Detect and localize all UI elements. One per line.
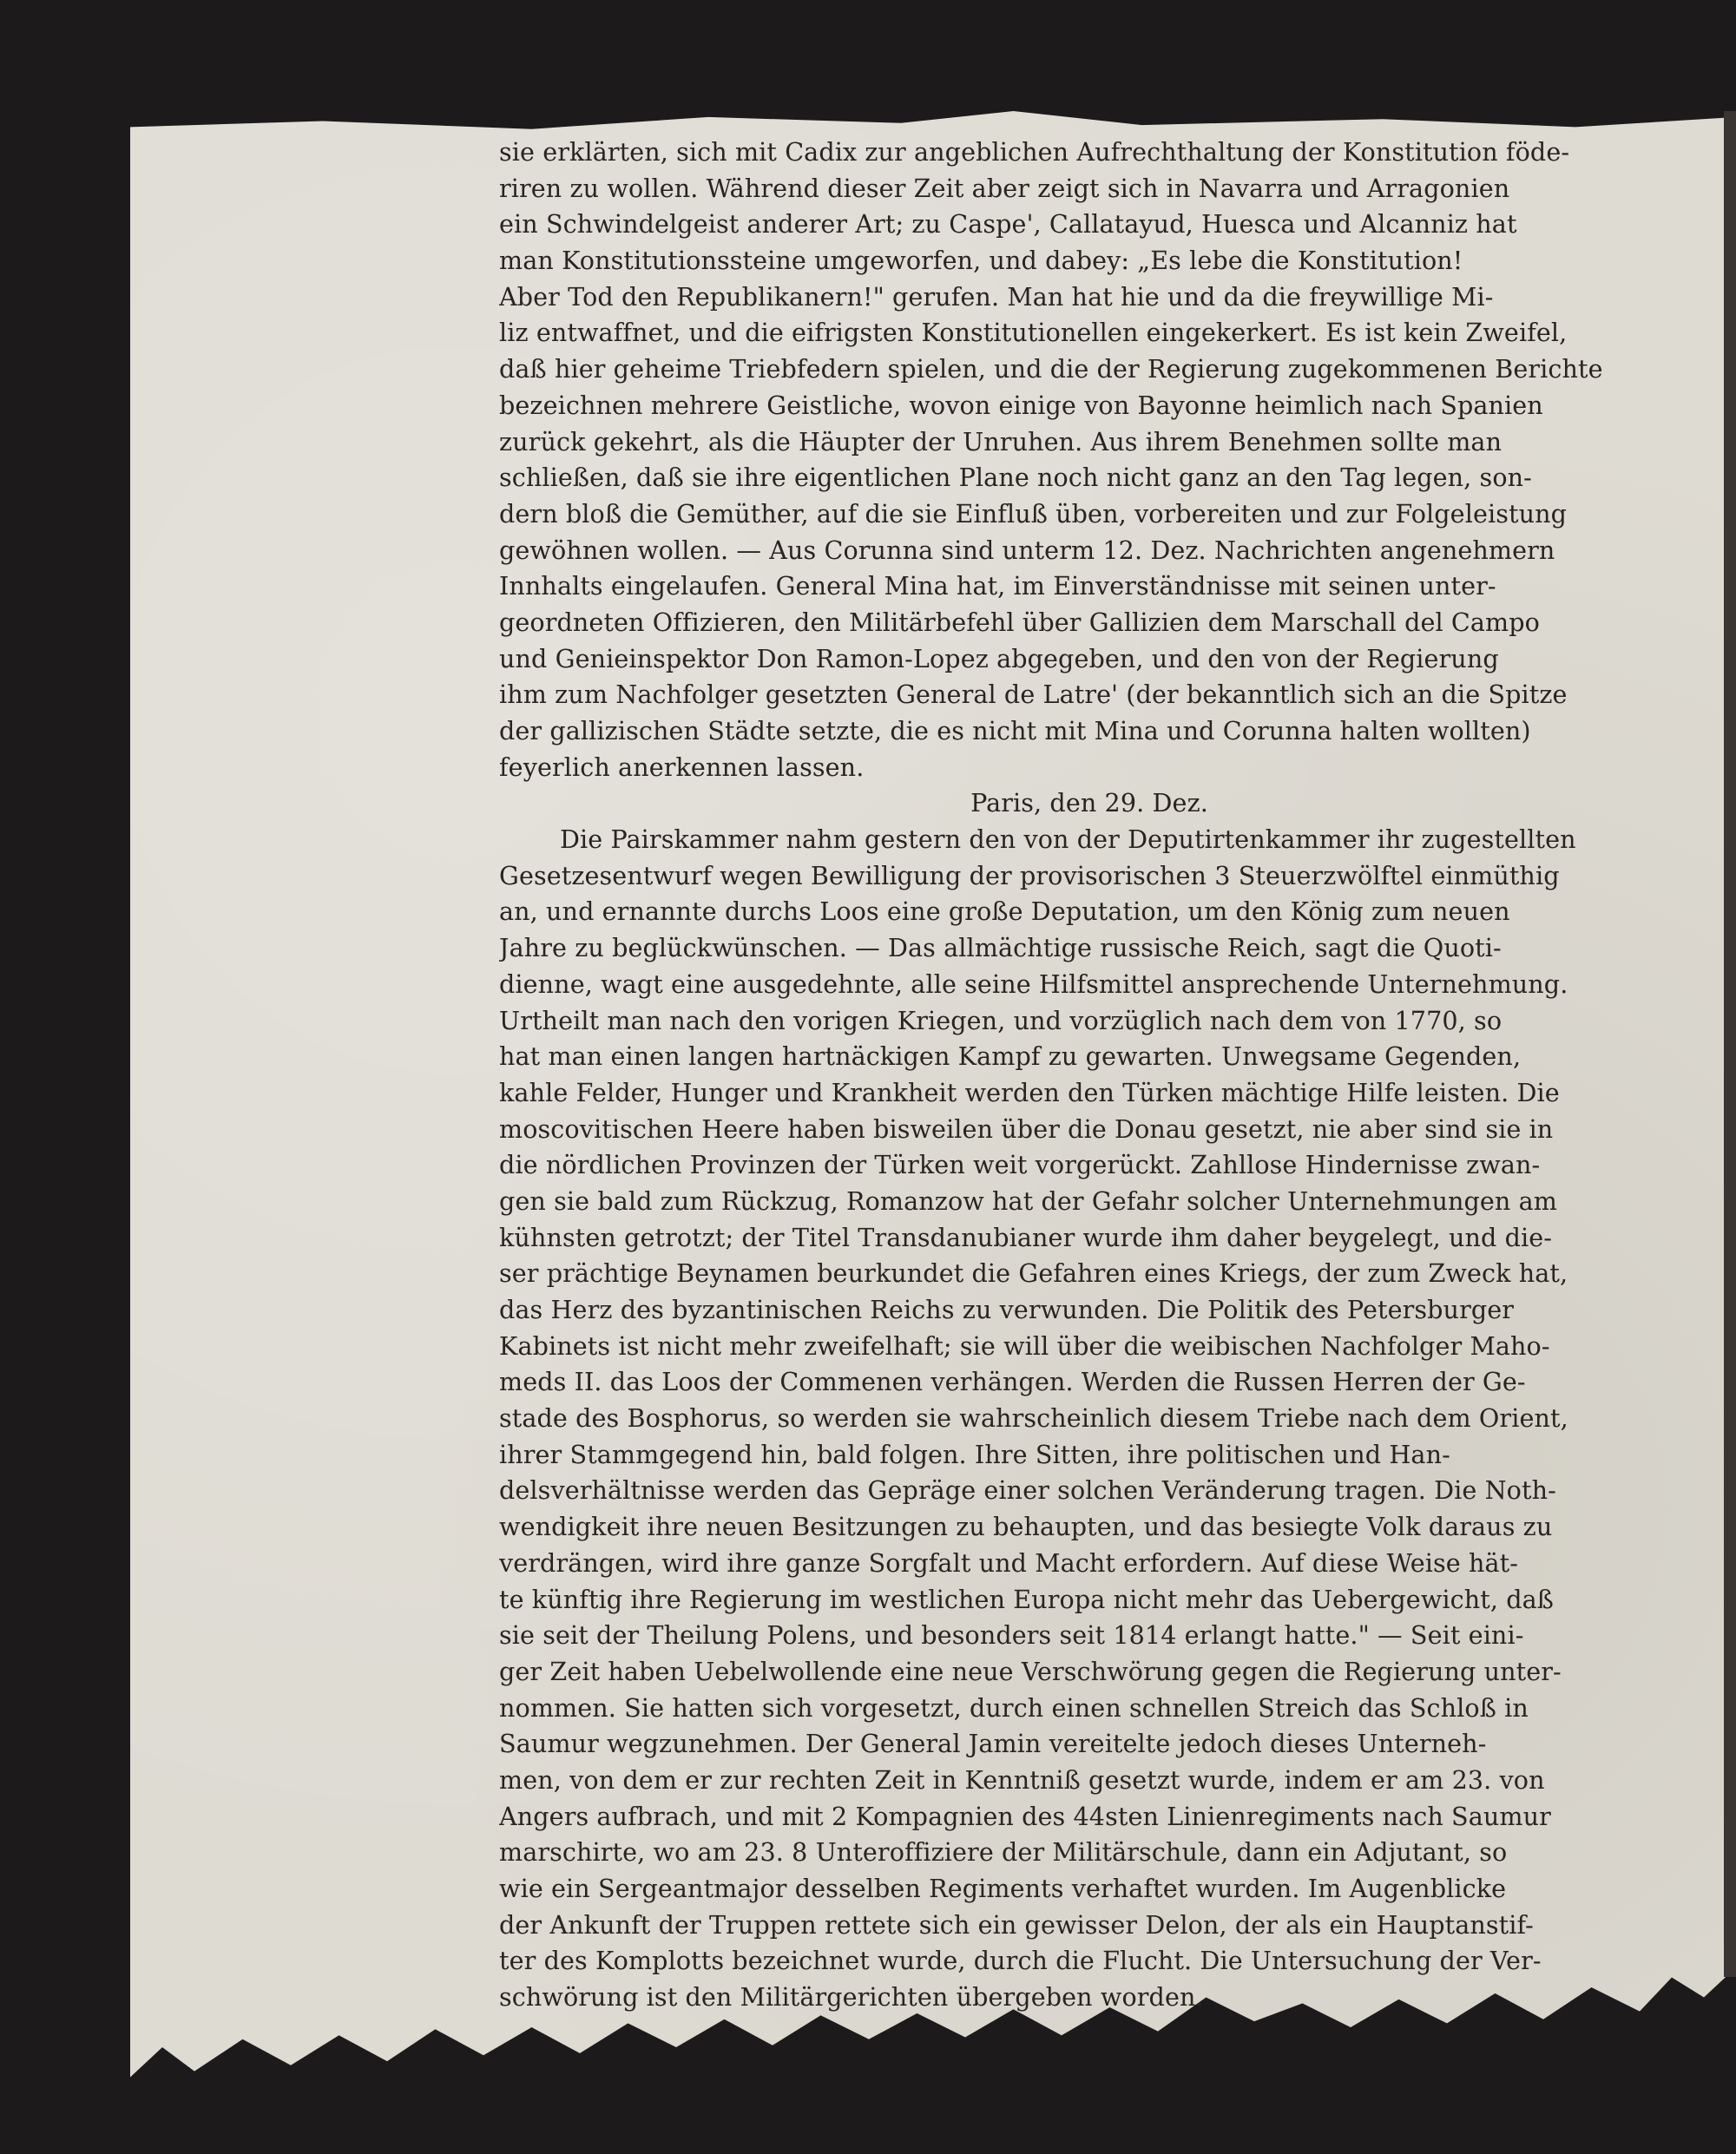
text-line: hat man einen langen hartnäckigen Kampf zu gewarten. Unwegsame Gegenden,	[499, 1041, 1522, 1072]
text-line: gewöhnen wollen. — Aus Corunna sind unterm 12. Dez. Nachrichten angenehmern	[499, 535, 1555, 565]
text-line: Saumur wegzunehmen. Der General Jamin vereitelte jedoch dieses Unterneh-	[499, 1729, 1487, 1759]
text-line: Gesetzesentwurf wegen Bewilligung der provisorischen 3 Steuerzwölftel einmüthig	[499, 860, 1560, 890]
text-line: ihm zum Nachfolger gesetzten General de Latre' (der bekanntlich sich an die Spitze	[499, 680, 1568, 710]
text-line: moscovitischen Heere haben bisweilen über die Donau gesetzt, nie aber sind sie in	[499, 1113, 1554, 1144]
text-line: kühnsten getrotzt; der Titel Transdanubianer wurde ihm daher beygelegt, und die-	[499, 1222, 1553, 1252]
text-line: meds II. das Loos der Commenen verhängen. Werden die Russen Herren der Ge-	[499, 1367, 1526, 1397]
paragraph-spain-news	[499, 135, 1645, 785]
text-line: der Ankunft der Truppen rettete sich ein gewisser Delon, der als ein Hauptanstif-	[499, 1909, 1534, 1940]
text-line: liz entwaffnet, und die eifrigsten Konstitutionellen eingekerkert. Es ist kein Zweifel,	[499, 318, 1568, 348]
text-line: man Konstitutionssteine umgeworfen, und dabey: „Es lebe die Konstitution!	[499, 246, 1463, 276]
paragraph-paris-news	[499, 822, 1645, 2016]
text-line: schließen, daß sie ihre eigentlichen Plane noch nicht ganz an den Tag legen, son-	[499, 463, 1532, 493]
text-line: marschirte, wo am 23. 8 Unteroffiziere der Militärschule, dann ein Adjutant, so	[499, 1837, 1508, 1868]
text-line: ger Zeit haben Uebelwollende eine neue Verschwörung gegen die Regierung unter-	[499, 1656, 1562, 1686]
text-line: Angers aufbrach, und mit 2 Kompagnien des 44sten Linienregiments nach Saumur	[499, 1801, 1551, 1831]
text-line: te künftig ihre Regierung im westlichen Europa nicht mehr das Uebergewicht, daß	[499, 1584, 1554, 1614]
text-line: Die Pairskammer nahm gestern den von der Deputirtenkammer ihr zugestellten	[560, 824, 1576, 855]
text-line: geordneten Offizieren, den Militärbefehl über Gallizien dem Marschall del Campo	[499, 607, 1540, 637]
text-line: ter des Komplotts bezeichnet wurde, durch die Flucht. Die Untersuchung der Ver-	[499, 1946, 1542, 1976]
text-line: Innhalts eingelaufen. General Mina hat, im Einverständnisse mit seinen unter-	[499, 571, 1496, 601]
text-line: an, und ernannte durchs Loos eine große Deputation, um den König zum neuen	[499, 896, 1510, 927]
text-line: und Genieinspektor Don Ramon-Lopez abgegeben, und den von der Regierung	[499, 643, 1499, 673]
scan-edge-strip	[1724, 111, 1736, 1977]
text-line: feyerlich anerkennen lassen.	[499, 752, 865, 782]
text-line: Urtheilt man nach den vorigen Kriegen, und vorzüglich nach dem von 1770, so	[499, 1005, 1503, 1035]
text-line: sie erklärten, sich mit Cadix zur angeblichen Aufrechthaltung der Konstitution föde-	[499, 137, 1570, 167]
text-line: ein Schwindelgeist anderer Art; zu Caspe', Callatayud, Huesca und Alcanniz hat	[499, 209, 1517, 240]
text-line: daß hier geheime Triebfedern spielen, und die der Regierung zugekommenen Berichte	[499, 354, 1603, 384]
text-line: men, von dem er zur rechten Zeit in Kenntniß gesetzt wurde, indem er am 23. von	[499, 1764, 1545, 1795]
text-line: stade des Bosphorus, so werden sie wahrscheinlich diesem Triebe nach dem Orient,	[499, 1403, 1568, 1434]
text-line: riren zu wollen. Während dieser Zeit aber zeigt sich in Navarra und Arragonien	[499, 173, 1510, 203]
text-line: der gallizischen Städte setzte, die es nicht mit Mina und Corunna halten wollten)	[499, 716, 1531, 745]
text-line: schwörung ist den Militärgerichten übergeben worden.	[499, 1982, 1204, 2013]
text-line: delsverhältnisse werden das Gepräge einer solchen Veränderung tragen. Die Noth-	[499, 1475, 1556, 1506]
text-line: wie ein Sergeantmajor desselben Regiments verhaftet wurden. Im Augenblicke	[499, 1874, 1507, 1903]
text-line: ser prächtige Beynamen beurkundet die Gefahren eines Kriegs, der zum Zweck hat,	[499, 1258, 1568, 1289]
text-line: sie seit der Theilung Polens, und besonders seit 1814 erlangt hatte." — Seit eini-	[499, 1620, 1524, 1651]
text-line: zurück gekehrt, als die Häupter der Unruhen. Aus ihrem Benehmen sollte man	[499, 426, 1503, 456]
article-text	[499, 135, 1645, 2016]
text-line: wendigkeit ihre neuen Besitzungen zu behaupten, und das besiegte Volk daraus zu	[499, 1512, 1553, 1542]
text-line: das Herz des byzantinischen Reichs zu verwunden. Die Politik des Petersburger	[499, 1295, 1515, 1324]
text-line: Aber Tod den Republikanern!" gerufen. Man hat hie und da die freywillige Mi-	[499, 281, 1494, 312]
text-line: ihrer Stammgegend hin, bald folgen. Ihre Sitten, ihre politischen und Han-	[499, 1439, 1450, 1469]
text-line: die nördlichen Provinzen der Türken weit vorgerückt. Zahllose Hindernisse zwan-	[499, 1150, 1541, 1180]
dateline-paris: Paris, den 29. Dez.	[970, 788, 1208, 818]
text-line: Jahre zu beglückwünschen. — Das allmächtige russische Reich, sagt die Quoti-	[499, 933, 1502, 963]
text-line: kahle Felder, Hunger und Krankheit werden den Türken mächtige Hilfe leisten. Die	[499, 1077, 1560, 1107]
text-line: dienne, wagt eine ausgedehnte, alle seine Hilfsmittel ansprechende Unternehmung.	[499, 969, 1568, 999]
text-line: nommen. Sie hatten sich vorgesetzt, durch einen schnellen Streich das Schloß in	[499, 1692, 1529, 1723]
text-line: verdrängen, wird ihre ganze Sorgfalt und Macht erfordern. Auf diese Weise hät-	[499, 1547, 1519, 1578]
text-line: dern bloß die Gemüther, auf die sie Einfluß üben, vorbereiten und zur Folgeleistung	[499, 498, 1568, 529]
text-line: gen sie bald zum Rückzug, Romanzow hat der Gefahr solcher Unternehmungen am	[499, 1185, 1557, 1216]
text-line: bezeichnen mehrere Geistliche, wovon einige von Bayonne heimlich nach Spanien	[499, 390, 1543, 420]
text-line: Kabinets ist nicht mehr zweifelhaft; sie will über die weibischen Nachfolger Maho-	[499, 1330, 1550, 1361]
